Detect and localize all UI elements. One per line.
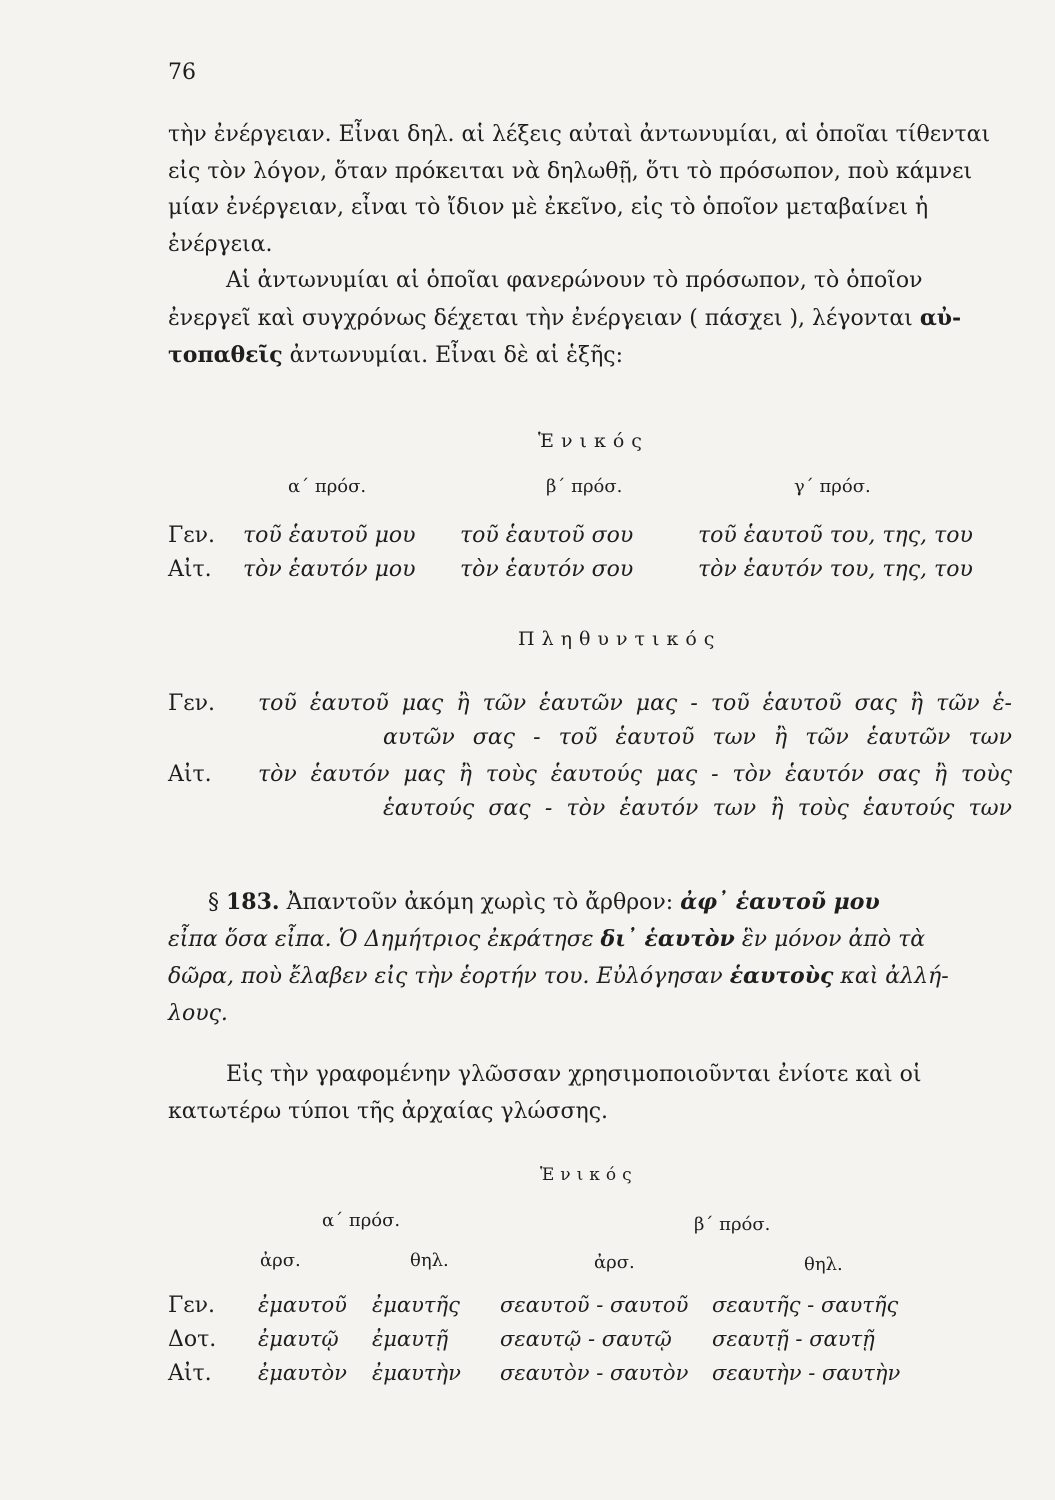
case-label: Αἰτ. <box>168 762 212 787</box>
gender-header: θηλ. <box>804 1254 843 1275</box>
form-cell: αυτῶν σας - τοῦ ἑαυτοῦ των ἢ τῶν ἑαυτῶν των <box>383 725 1012 750</box>
form-cell: τοῦ ἑαυτοῦ μας ἢ τῶν ἑαυτῶν μας - τοῦ ἑαυτοῦ σας ἢ τῶν ἑ- <box>258 691 1012 716</box>
text-line: τὴν ἐνέργειαν. Εἶναι δηλ. αἱ λέξεις αὐταὶ ἀντωνυμίαι, αἱ ὁποῖαι τίθενται <box>168 122 991 147</box>
form-cell: τοῦ ἑαυτοῦ μου <box>243 523 416 548</box>
gender-header: ἀρσ. <box>594 1252 635 1273</box>
reflexive-paragraph <box>168 263 1012 375</box>
form-cell: τὸν ἑαυτόν μου <box>243 557 416 582</box>
form-cell: τὸν ἑαυτόν σου <box>460 557 634 582</box>
text-line: εἶπα ὅσα εἶπα. Ὁ Δημήτριος ἐκράτησε δι᾽ ἑαυτὸν ἓν μόνον ἀπὸ τὰ <box>168 926 926 952</box>
form-cell: τὸν ἑαυτόν του, της, του <box>698 557 973 582</box>
text-line: Αἱ ἀντωνυμίαι αἱ ὁποῖαι φανερώνουν τὸ πρόσωπον, τὸ ὁποῖον <box>226 268 923 293</box>
form-cell: τοῦ ἑαυτοῦ του, της, του <box>698 523 973 548</box>
text-line: εἰς τὸν λόγον, ὅταν πρόκειται νὰ δηλωθῇ, ὅτι τὸ πρόσωπον, ποὺ κάμνει <box>168 158 973 184</box>
example-phrase: ἀφ᾽ ἑαυτοῦ μου <box>680 889 880 915</box>
case-label: Δοτ. <box>168 1327 217 1352</box>
form-cell: ἐμαυτὴν <box>372 1361 461 1385</box>
text-line: μίαν ἐνέργειαν, εἶναι τὸ ἴδιον μὲ ἐκεῖνο, εἰς τὸ ὁποῖον μεταβαίνει ἡ <box>168 195 929 220</box>
case-label: Γεν. <box>168 1293 216 1318</box>
form-cell: τὸν ἑαυτόν μας ἢ τοὺς ἑαυτούς μας - τὸν ἑαυτόν σας ἢ τοὺς <box>258 762 1012 787</box>
form-cell: ἐμαυτῇ <box>372 1327 449 1351</box>
page-number: 76 <box>168 60 196 85</box>
column-header: β΄ πρόσ. <box>694 1214 771 1235</box>
text-line: λους. <box>168 1001 228 1026</box>
intro-paragraph <box>168 117 1012 263</box>
case-label: Γεν. <box>168 523 216 548</box>
table1-heading: Ἑνικός <box>538 430 649 452</box>
form-cell: σεαυτοῦ - σαυτοῦ <box>500 1293 689 1317</box>
table2-heading: Πληθυντικός <box>518 628 722 650</box>
written-language-paragraph <box>168 1057 1012 1130</box>
form-cell: ἑαυτούς σας - τὸν ἑαυτόν των ἢ τοὺς ἑαυτούς των <box>383 796 1012 821</box>
case-label: Γεν. <box>168 691 216 716</box>
form-cell: σεαυτῇ - σαυτῇ <box>712 1327 875 1351</box>
example-phrase: ἑαυτοὺς <box>729 963 834 989</box>
column-header: β΄ πρόσ. <box>546 476 623 497</box>
text-line: δῶρα, ποὺ ἔλαβεν εἰς τὴν ἑορτήν του. Εὐλόγησαν ἑαυτοὺς καὶ ἀλλή- <box>168 963 949 989</box>
gender-header: ἀρσ. <box>260 1250 301 1271</box>
form-cell: σεαυτῷ - σαυτῷ <box>500 1327 672 1351</box>
text-line: τοπαθεῖς ἀντωνυμίαι. Εἶναι δὲ αἱ ἑξῆς: <box>168 342 623 368</box>
text-line: ἐνεργεῖ καὶ συγχρόνως δέχεται τὴν ἐνέργειαν ( πάσχει ), λέγονται αὐ- <box>168 304 962 331</box>
gender-header: θηλ. <box>410 1250 449 1271</box>
term-part: τοπαθεῖς <box>168 342 283 368</box>
form-cell: τοῦ ἑαυτοῦ σου <box>460 523 634 548</box>
text-line: ἐνέργεια. <box>168 231 273 257</box>
form-cell: ἐμαυτῆς <box>372 1293 460 1317</box>
column-header: γ΄ πρόσ. <box>794 476 871 497</box>
section-sign: § <box>208 890 219 915</box>
form-cell: ἐμαυτοῦ <box>258 1293 347 1317</box>
case-label: Αἰτ. <box>168 1361 212 1386</box>
form-cell: σεαυτὸν - σαυτὸν <box>500 1361 689 1385</box>
column-header: α΄ πρόσ. <box>288 476 367 497</box>
case-label: Αἰτ. <box>168 557 212 582</box>
form-cell: ἐμαυτὸν <box>258 1361 347 1385</box>
section-183 <box>168 884 1012 1032</box>
form-cell: σεαυτῆς - σαυτῆς <box>712 1293 899 1317</box>
form-cell: ἐμαυτῷ <box>258 1327 339 1351</box>
example-phrase: δι᾽ ἑαυτὸν <box>600 926 735 952</box>
form-cell: σεαυτὴν - σαυτὴν <box>712 1361 901 1385</box>
text-line: Εἰς τὴν γραφομένην γλῶσσαν χρησιμοποιοῦνται ἐνίοτε καὶ οἱ <box>226 1062 922 1087</box>
table3-heading: Ἑνικός <box>540 1165 638 1185</box>
text-line: § 183. Ἀπαντοῦν ἀκόμη χωρὶς τὸ ἄρθρον: ἀφ᾽ ἑαυτοῦ μου <box>208 889 880 915</box>
section-number: 183. <box>226 889 280 915</box>
column-header: α΄ πρόσ. <box>322 1210 401 1231</box>
text-line: κατωτέρω τύποι τῆς ἀρχαίας γλώσσης. <box>168 1098 609 1124</box>
term-part: αὐ- <box>919 304 962 331</box>
